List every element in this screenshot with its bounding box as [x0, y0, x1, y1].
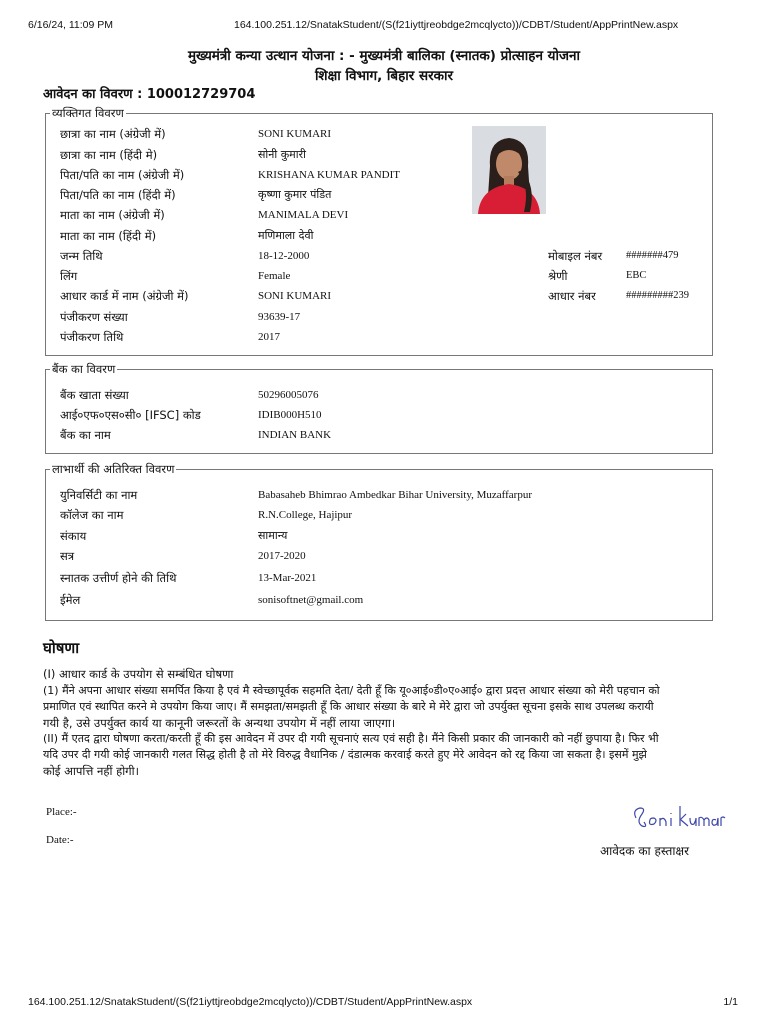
personal-value-5: मणिमाला देवी	[258, 229, 314, 242]
personal-label-4: माता का नाम (अंग्रेजी में)	[60, 208, 165, 222]
additional-value-2: सामान्य	[258, 529, 288, 542]
scheme-title: मुख्यमंत्री कन्या उत्थान योजना : - मुख्यमंत्री बालिका (स्नातक) प्रोत्साहन योजना	[187, 48, 581, 64]
category-value: EBC	[626, 270, 647, 281]
print-datetime: 6/16/24, 11:09 PM	[28, 19, 114, 31]
additional-value-5: sonisoftnet@gmail.com	[258, 594, 364, 606]
signature-image	[628, 796, 728, 836]
declaration-line-4: (II) मैं एतद द्वारा घोषणा करता/करती हूँ की इस आवेदन में उपर दी गयी सूचनाएं सत्य एवं सही है। मैंने किसी प्रकार की जानकारी को नहीं छुपाया है। फिर भी	[43, 732, 659, 745]
additional-value-0: Babasaheb Bhimrao Ambedkar Bihar University, Muzaffarpur	[258, 489, 533, 501]
personal-label-1: छात्रा का नाम (हिंदी मे)	[60, 148, 158, 162]
aadhaar-value: #########239	[626, 290, 689, 301]
personal-label-3: पिता/पति का नाम (हिंदी में)	[60, 188, 176, 202]
personal-value-7: Female	[258, 270, 291, 282]
additional-value-4: 13-Mar-2021	[258, 572, 317, 584]
additional-value-1: R.N.College, Hajipur	[258, 509, 353, 521]
additional-label-1: कॉलेज का नाम	[60, 508, 124, 522]
mobile-label: मोबाइल नंबर	[548, 249, 603, 263]
personal-label-7: लिंग	[60, 269, 78, 283]
personal-label-8: आधार कार्ड में नाम (अंग्रेजी में)	[60, 289, 189, 303]
print-url-header: 164.100.251.12/SnatakStudent/(S(f21iyttjreobdge2mcqlycto))/CDBT/Student/AppPrintNew.aspx	[234, 19, 679, 31]
personal-value-9: 93639-17	[258, 311, 301, 323]
personal-label-2: पिता/पति का नाम (अंग्रेजी में)	[60, 168, 185, 182]
personal-value-8: SONI KUMARI	[258, 290, 332, 302]
bank-details-legend: बैंक का विवरण	[52, 362, 116, 376]
declaration-line-3: गयी है, उसे उपर्युक्त कार्य या कानूनी जरूरतों के अन्यथा उपयोग में नहीं लाया जाएगा।	[43, 716, 396, 730]
declaration-line-1: (1) मैंने अपना आधार संख्या समर्पित किया है एवं मै स्वेच्छापूर्वक सहमति देता/ देती हूँ कि यू०आई०डी०ए०आई० द्वारा प्रदत्त आधार संख्या को मेरी पहचान को	[43, 684, 660, 697]
bank-value-0: 50296005076	[258, 389, 319, 401]
bank-value-2: INDIAN BANK	[258, 429, 332, 441]
place-label: Place:-	[46, 806, 77, 818]
additional-value-3: 2017-2020	[258, 550, 306, 562]
additional-label-3: सत्र	[60, 549, 75, 563]
bank-label-2: बैंक का नाम	[60, 428, 111, 442]
mobile-value: #######479	[626, 250, 679, 261]
declaration-heading: घोषणा	[43, 639, 80, 657]
personal-value-3: कृष्णा कुमार पंडित	[258, 188, 332, 201]
additional-details-section	[45, 462, 713, 621]
bank-value-1: IDIB000H510	[258, 409, 322, 421]
application-number: आवेदन का विवरण : 100012729704	[43, 87, 256, 102]
bank-label-1: आई०एफ०एस०सी० [IFSC] कोड	[60, 408, 201, 422]
signature-label: आवेदक का हस्ताक्षर	[600, 844, 689, 858]
personal-details-legend: व्यक्तिगत विवरण	[52, 106, 124, 120]
date-label: Date:-	[46, 834, 74, 846]
additional-details-legend: लाभार्थी की अतिरिक्त विवरण	[52, 462, 175, 476]
additional-label-2: संकाय	[60, 529, 87, 543]
personal-label-10: पंजीकरण तिथि	[60, 330, 124, 344]
additional-label-0: युनिवर्सिटी का नाम	[60, 488, 138, 502]
additional-label-4: स्नातक उत्तीर्ण होने की तिथि	[60, 571, 177, 585]
declaration-line-0: (I) आधार कार्ड के उपयोग से सम्बंधित घोषणा	[43, 667, 234, 681]
personal-label-5: माता का नाम (हिंदी में)	[60, 229, 157, 243]
student-photo-image	[472, 126, 546, 214]
department-title: शिक्षा विभाग, बिहार सरकार	[314, 68, 454, 84]
personal-label-9: पंजीकरण संख्या	[60, 310, 128, 324]
personal-value-6: 18-12-2000	[258, 250, 310, 262]
print-url-footer: 164.100.251.12/SnatakStudent/(S(f21iyttjreobdge2mcqlycto))/CDBT/Student/AppPrintNew.aspx	[28, 996, 473, 1008]
personal-value-1: सोनी कुमारी	[258, 148, 306, 161]
personal-value-4: MANIMALA DEVI	[258, 209, 349, 221]
declaration-line-5: यदि उपर दी गयी कोई जानकारी गलत सिद्ध होती है तो मेरे विरुद्ध वैधानिक / दंडात्मक करवाई करते हुए मेरे आवेदन को रद्द किया जा सकता है। इसमें मुझे	[43, 748, 647, 761]
personal-value-0: SONI KUMARI	[258, 128, 332, 140]
aadhaar-label: आधार नंबर	[548, 289, 596, 303]
personal-label-0: छात्रा का नाम (अंग्रेजी में)	[60, 127, 166, 141]
student-photo	[472, 126, 546, 214]
personal-value-10: 2017	[258, 331, 280, 343]
declaration-line-6: कोई आपत्ति नहीं होगी।	[43, 764, 139, 778]
bank-label-0: बैंक खाता संख्या	[60, 388, 129, 402]
applicant-signature	[628, 796, 728, 841]
category-label: श्रेणी	[548, 269, 568, 283]
personal-value-2: KRISHANA KUMAR PANDIT	[258, 169, 401, 181]
page-number: 1/1	[723, 996, 738, 1008]
personal-label-6: जन्म तिथि	[60, 249, 103, 263]
additional-label-5: ईमेल	[60, 593, 81, 607]
declaration-line-2: प्रमाणित एवं स्थापित करने मे उपयोग किया जाए। मैं समझता/समझती हूँ कि आधार संख्या के बारे मे मेरे द्वारा जो उपर्युक्त सूचना इसके साथ उपलब्ध करायी	[43, 700, 654, 713]
